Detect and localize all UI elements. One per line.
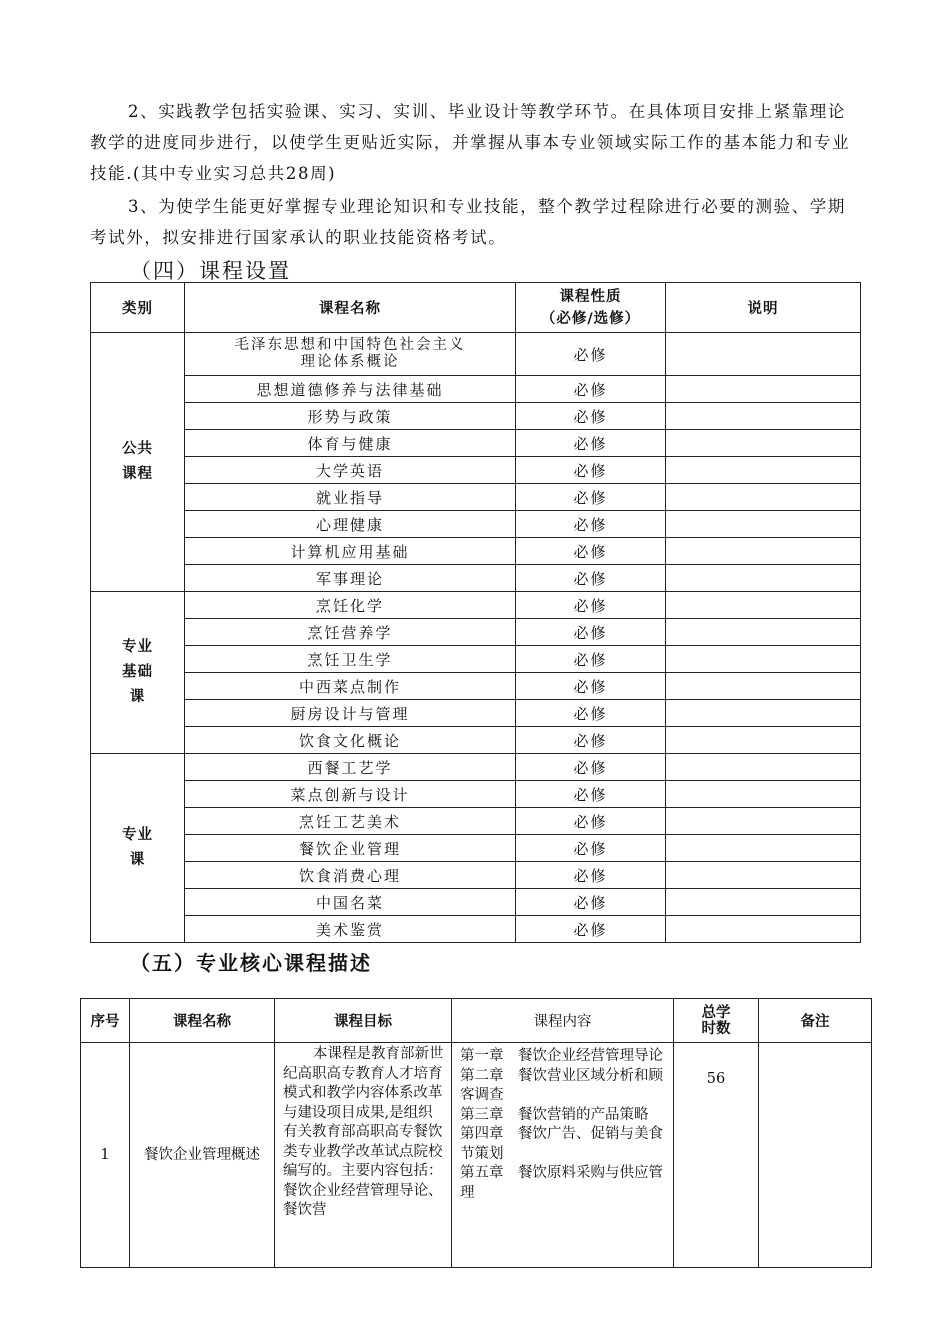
header-name: 课程名称 [130, 999, 275, 1043]
paragraph-exam-text: 3、为使学生能更好掌握专业理论知识和专业技能，整个教学过程除进行必要的测验、学期考试外，拟安排进行国家承认的职业技能资格考试。 [90, 197, 846, 247]
course-row [91, 781, 861, 808]
course-note [666, 333, 861, 376]
course-row [91, 592, 861, 619]
course-row [91, 376, 861, 403]
course-nature: 必修 [516, 754, 666, 781]
header-hours [674, 999, 759, 1043]
chapter-item: 第三章 餐饮营销的产品策略 [460, 1106, 649, 1123]
category-cell [91, 754, 185, 943]
core-goal-rest: 新世纪高职高专教育人才培育模式和教学内容体系改革与建设项目成果,是组织有关教育部高职高专餐饮类专业教学改革试点院校编写的。主要内容包括：餐饮企业经营管理导论、餐饮营 [283, 1046, 444, 1218]
course-nature: 必修 [516, 619, 666, 646]
core-name: 餐饮企业管理概述 [130, 1043, 275, 1268]
core-content [452, 1043, 674, 1268]
course-table-body [91, 333, 861, 943]
core-goal [275, 1043, 452, 1268]
course-note [666, 484, 861, 511]
category-cell [91, 333, 185, 592]
course-nature: 必修 [516, 538, 666, 565]
course-nature: 必修 [516, 916, 666, 943]
header-hours-line2: 时数 [701, 1020, 731, 1037]
course-note [666, 916, 861, 943]
course-note [666, 592, 861, 619]
course-row [91, 484, 861, 511]
course-note [666, 781, 861, 808]
course-row [91, 619, 861, 646]
course-note [666, 403, 861, 430]
course-name: 西餐工艺学 [185, 754, 516, 781]
header-hours-line1: 总学 [701, 1004, 731, 1021]
chapter-item: 第一章 餐饮企业经营管理导论 [460, 1048, 663, 1064]
header-content: 课程内容 [452, 999, 674, 1043]
course-nature: 必修 [516, 835, 666, 862]
course-nature: 必修 [516, 333, 666, 376]
header-course-nature [516, 283, 666, 333]
course-row [91, 333, 861, 376]
course-name: 毛泽东思想和中国特色社会主义理论体系概论 [185, 333, 516, 376]
category-line: 公共 [122, 441, 153, 457]
course-note [666, 700, 861, 727]
category-line: 课 [129, 852, 146, 868]
course-row [91, 511, 861, 538]
course-note [666, 754, 861, 781]
course-name: 大学英语 [185, 457, 516, 484]
course-note [666, 646, 861, 673]
course-nature: 必修 [516, 484, 666, 511]
core-course-table [80, 998, 872, 1268]
chapter-item: 第二章 餐饮营业区域分析和顾客调查 [460, 1067, 663, 1103]
category-line: 专业 [122, 827, 153, 843]
header-category: 类别 [91, 283, 185, 333]
header-goal: 课程目标 [275, 999, 452, 1043]
course-note [666, 376, 861, 403]
course-nature: 必修 [516, 592, 666, 619]
course-name: 烹饪工艺美术 [185, 808, 516, 835]
course-row [91, 538, 861, 565]
course-nature: 必修 [516, 808, 666, 835]
course-name: 餐饮企业管理 [185, 835, 516, 862]
course-name: 烹饪营养学 [185, 619, 516, 646]
course-nature: 必修 [516, 646, 666, 673]
course-nature: 必修 [516, 403, 666, 430]
chapter-item: 第五章 餐饮原料采购与供应管理 [460, 1165, 663, 1201]
category-line: 课程 [122, 466, 153, 482]
chapter-item: 第四章 餐饮广告、促销与美食节策划 [460, 1126, 663, 1162]
course-name: 形势与政策 [185, 403, 516, 430]
course-row [91, 835, 861, 862]
header-nature-line1: 课程性质 [559, 288, 622, 305]
course-nature: 必修 [516, 700, 666, 727]
course-name: 烹饪化学 [185, 592, 516, 619]
category-line: 基础 [122, 664, 153, 680]
course-name: 饮食文化概论 [185, 727, 516, 754]
course-name: 心理健康 [185, 511, 516, 538]
paragraph-exam [90, 191, 862, 253]
header-note: 说明 [666, 283, 861, 333]
course-row [91, 727, 861, 754]
course-name: 体育与健康 [185, 430, 516, 457]
course-nature: 必修 [516, 889, 666, 916]
course-row [91, 430, 861, 457]
course-name: 计算机应用基础 [185, 538, 516, 565]
course-name: 菜点创新与设计 [185, 781, 516, 808]
course-row [91, 565, 861, 592]
core-content-list [452, 1043, 673, 1237]
course-nature: 必修 [516, 430, 666, 457]
course-row [91, 889, 861, 916]
course-nature: 必修 [516, 727, 666, 754]
course-note [666, 862, 861, 889]
course-note [666, 457, 861, 484]
course-note [666, 808, 861, 835]
course-row [91, 646, 861, 673]
course-note [666, 538, 861, 565]
course-name: 中国名菜 [185, 889, 516, 916]
header-remark: 备注 [759, 999, 872, 1043]
course-note [666, 619, 861, 646]
course-name: 美术鉴赏 [185, 916, 516, 943]
course-nature: 必修 [516, 457, 666, 484]
course-row [91, 403, 861, 430]
course-name: 饮食消费心理 [185, 862, 516, 889]
category-cell [91, 592, 185, 754]
course-name: 烹饪卫生学 [185, 646, 516, 673]
course-note [666, 835, 861, 862]
header-no: 序号 [81, 999, 130, 1043]
course-nature: 必修 [516, 376, 666, 403]
course-nature: 必修 [516, 511, 666, 538]
core-no: 1 [81, 1043, 130, 1268]
header-nature-line2: （必修/选修） [540, 310, 641, 327]
course-name: 中西菜点制作 [185, 673, 516, 700]
course-nature: 必修 [516, 781, 666, 808]
paragraph-practice-text: 2、实践教学包括实验课、实习、实训、毕业设计等教学环节。在具体项目安排上紧靠理论教学的进度同步进行，以使学生更贴近实际，并掌握从事本专业领域实际工作的基本能力和专业技能.(其中专业实习总共28周) [90, 102, 851, 183]
course-row [91, 673, 861, 700]
section-5-title: （五）专业核心课程描述 [130, 951, 372, 975]
course-note [666, 727, 861, 754]
category-line: 课 [129, 689, 146, 705]
course-row [91, 700, 861, 727]
course-note [666, 673, 861, 700]
course-setting-table [90, 282, 861, 943]
course-note [666, 565, 861, 592]
core-hours: 56 [674, 1043, 759, 1268]
course-name: 军事理论 [185, 565, 516, 592]
course-nature: 必修 [516, 565, 666, 592]
course-name: 就业指导 [185, 484, 516, 511]
course-row [91, 862, 861, 889]
course-name: 厨房设计与管理 [185, 700, 516, 727]
core-course-row [81, 1043, 872, 1268]
course-nature: 必修 [516, 862, 666, 889]
core-remark [759, 1043, 872, 1268]
core-goal-text [275, 1043, 451, 1237]
course-row [91, 916, 861, 943]
course-note [666, 889, 861, 916]
course-row [91, 754, 861, 781]
course-note [666, 511, 861, 538]
course-nature: 必修 [516, 673, 666, 700]
course-note [666, 430, 861, 457]
category-line: 专业 [122, 639, 153, 655]
paragraph-practice [90, 96, 862, 189]
core-goal-first: 本课程是教育部 [313, 1046, 415, 1062]
header-course-name: 课程名称 [185, 283, 516, 333]
course-name: 思想道德修养与法律基础 [185, 376, 516, 403]
core-table-header [81, 999, 872, 1043]
course-row [91, 457, 861, 484]
course-table-header [91, 283, 861, 333]
course-row [91, 808, 861, 835]
section-4-title: （四）课程设置 [130, 259, 291, 283]
